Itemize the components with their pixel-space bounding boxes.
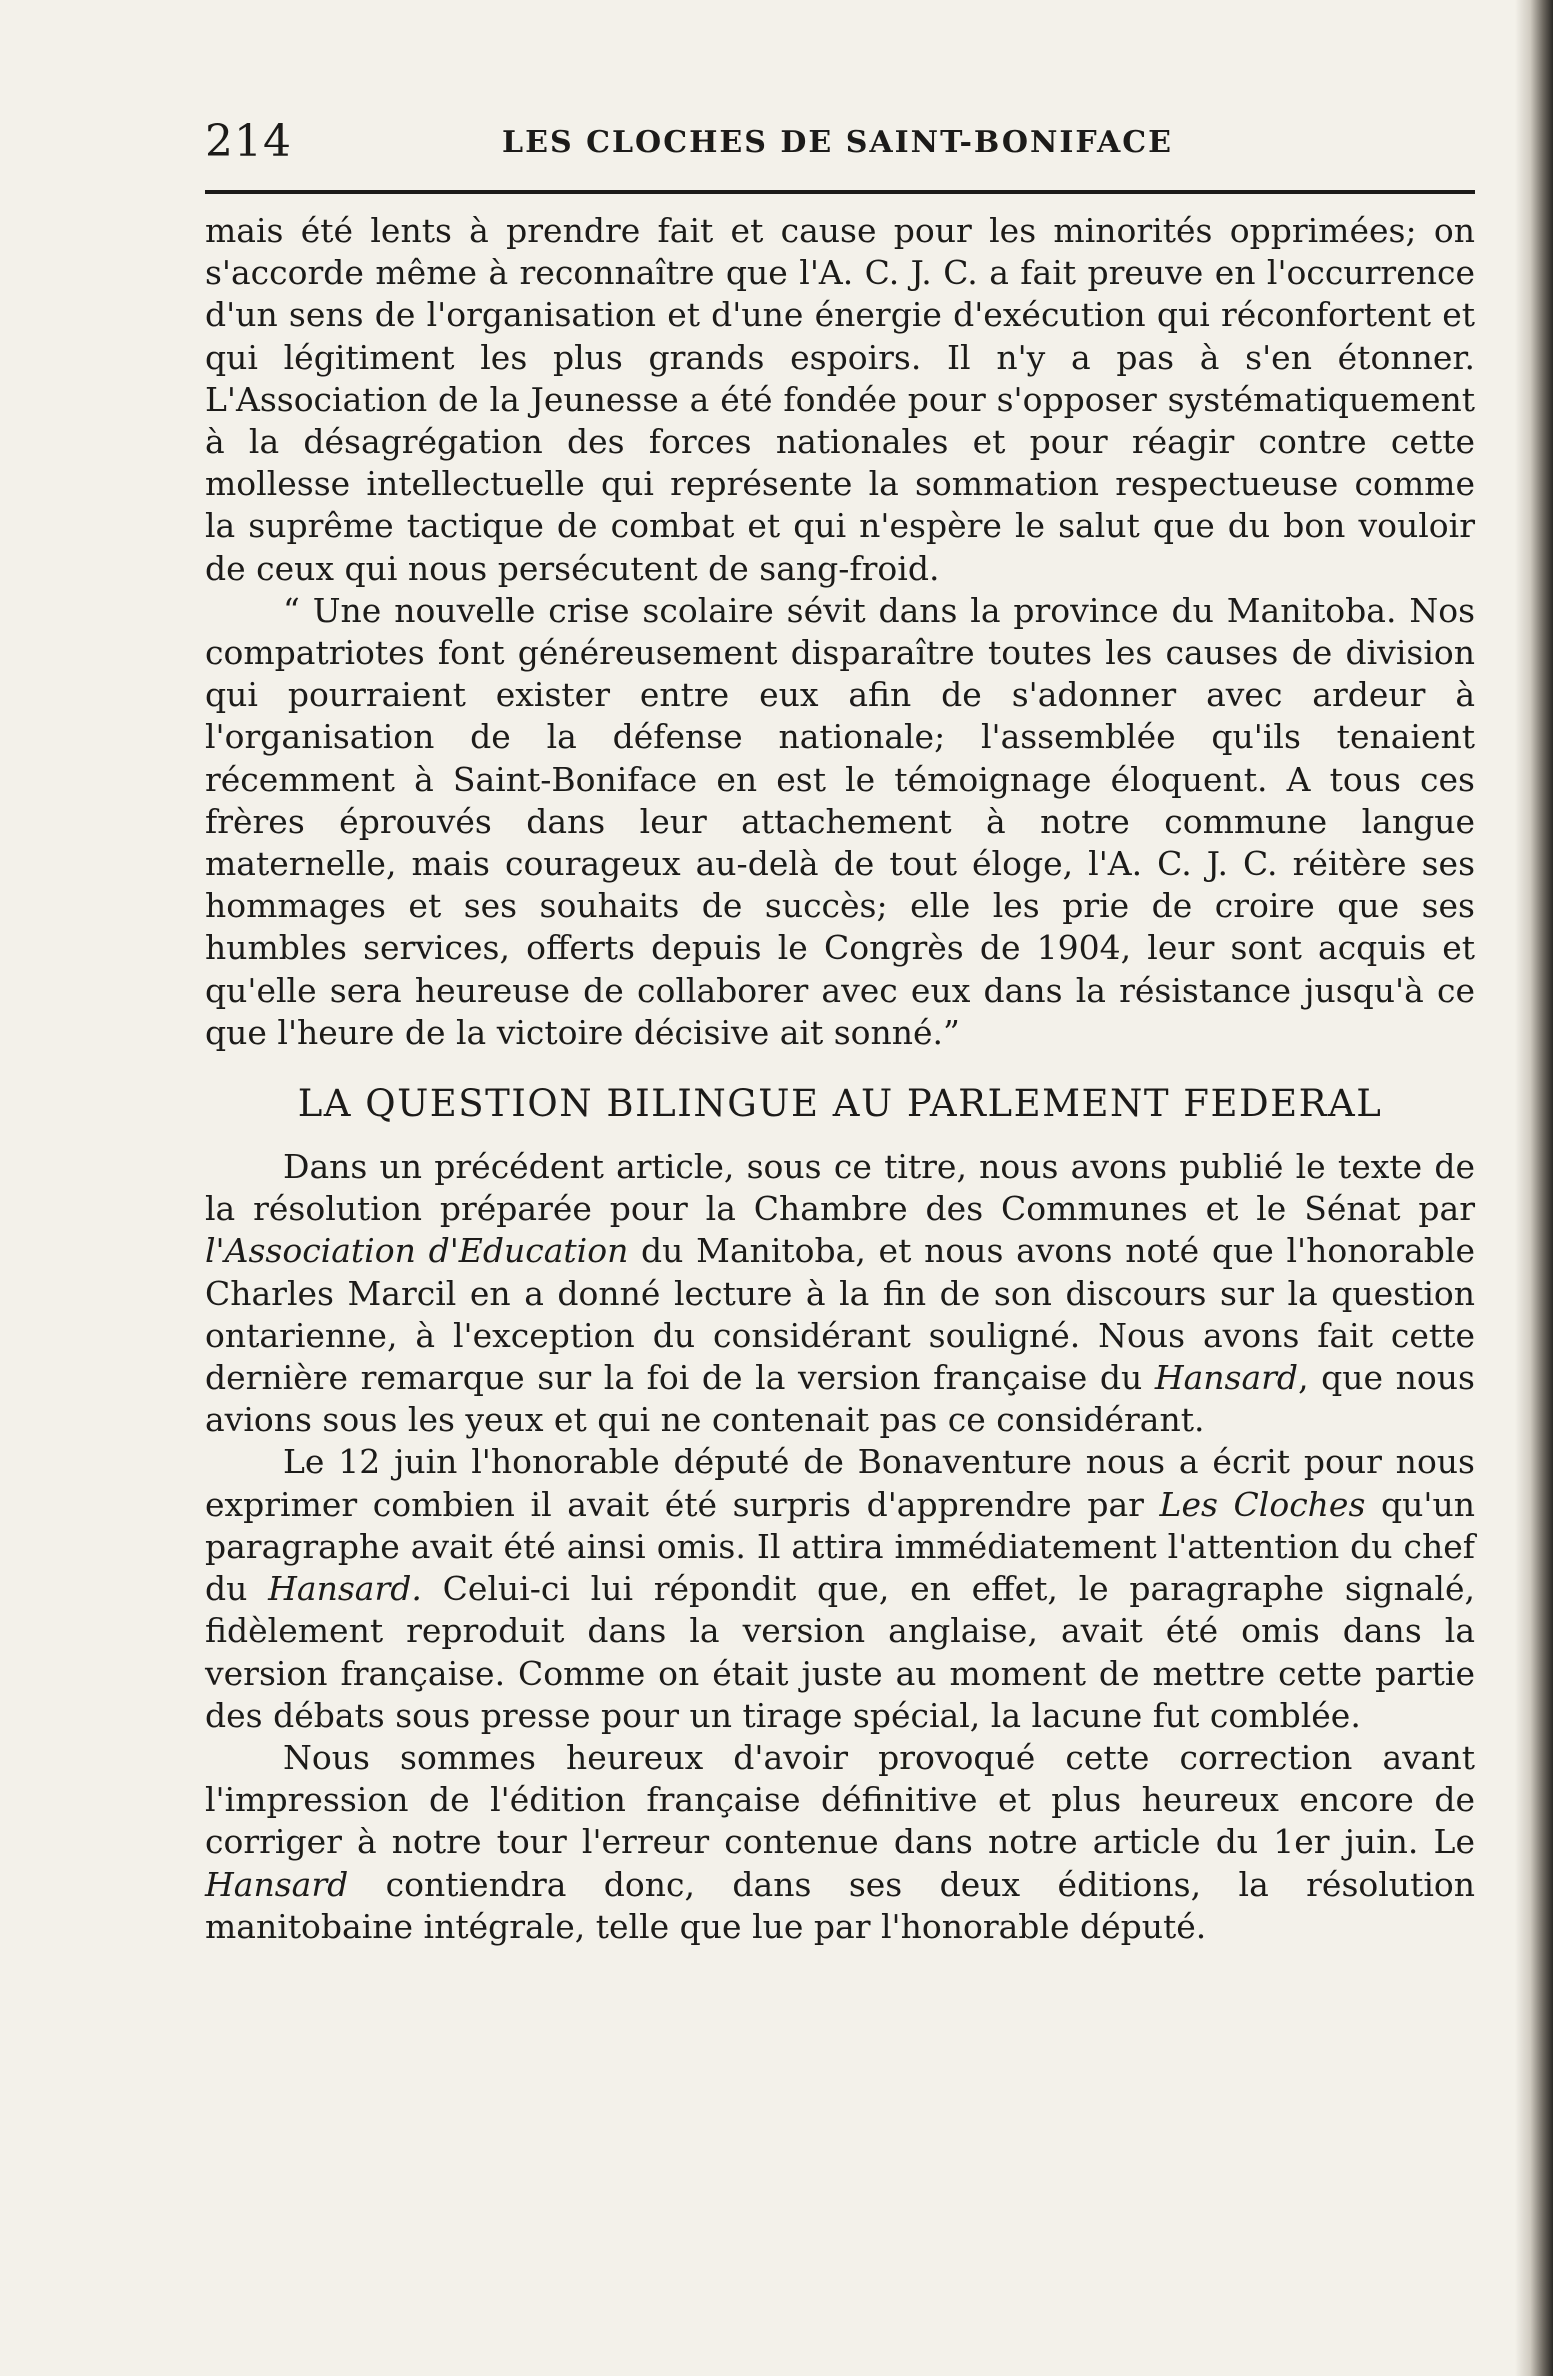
italic-run: l'Association d'Education [205, 1231, 629, 1271]
text-run: qu'un paragraphe avait été ainsi omis. Il attira immédiatement l'attention du chef du [205, 1484, 1475, 1609]
header-rule [205, 190, 1475, 194]
continued-paragraph: mais été lents à prendre fait et cause pour les minorités opprimées; on s'accorde même à reconnaître que l'A. C. J. C. a fait preuve en l'occurrence d'un sens de l'organisation et d'une énergie d'exécution qui réconfortent et qui légitiment les plus grands espoirs. Il n'y a pas à s'en étonner. L'Association de la Jeunesse a été fondée pour s'opposer systématiquement à la désagrégation des forces nationales et pour réagir contre cette mollesse intellectuelle qui représente la sommation respectueuse comme la suprême tactique de combat et qui n'espère le salut que du bon vouloir de ceux qui nous persécutent de sang-froid. [205, 211, 1475, 588]
italic-run: Hansard [1154, 1358, 1299, 1398]
italic-run: Les Cloches [1159, 1484, 1366, 1524]
text-run: , que nous avions sous les yeux et qui ne contenait pas ce considérant. [205, 1358, 1475, 1440]
running-title: LES CLOCHES DE SAINT-BONIFACE [502, 125, 1173, 160]
text-run: contiendra donc, dans ses deux éditions, la résolution manitobaine intégrale, telle que lue par l'honorable député. [205, 1864, 1475, 1946]
page-body [205, 210, 1475, 1948]
page-header [205, 112, 1470, 172]
section-paragraph-2 [205, 1441, 1475, 1736]
text-run: Celui-ci lui répondit que, en effet, le paragraphe signalé, fidèlement reproduit dans la version anglaise, avait été omis dans la version française. Comme on était juste au moment de mettre cette partie des débats sous presse pour un tirage spécial, la lacune fut comblée. [205, 1569, 1475, 1735]
section-paragraph-1 [205, 1146, 1475, 1441]
section-paragraph-3 [205, 1737, 1475, 1948]
italic-run: Hansard. [268, 1569, 422, 1609]
italic-run: Hansard [205, 1864, 349, 1904]
text-run: Dans un précédent article, sous ce titre, nous avons publié le texte de la résolution préparée pour la Chambre des Communes et le Sénat par [205, 1147, 1475, 1229]
section-title: LA QUESTION BILINGUE AU PARLEMENT FEDERAL [297, 1082, 1383, 1126]
text-run: Le 12 juin l'honorable député de Bonaventure nous a écrit pour nous exprimer combien il avait été surpris d'apprendre par [205, 1442, 1475, 1524]
page-gutter-shadow [1515, 0, 1553, 2376]
page-number: 214 [205, 116, 292, 167]
quoted-paragraph: “ Une nouvelle crise scolaire sévit dans la province du Manitoba. Nos compatriotes font généreusement disparaître toutes les causes de division qui pourraient exister entre eux afin de s'adonner avec ardeur à l'organisation de la défense nationale; l'assemblée qu'ils tenaient récemment à Saint-Boniface en est le témoignage éloquent. A tous ces frères éprouvés dans leur attachement à notre commune langue maternelle, mais courageux au-delà de tout éloge, l'A. C. J. C. réitère ses hommages et ses souhaits de succès; elle les prie de croire que ses humbles services, offerts depuis le Congrès de 1904, leur sont acquis et qu'elle sera heureuse de collaborer avec eux dans la résistance jusqu'à ce que l'heure de la victoire décisive ait sonné.” [205, 590, 1475, 1052]
text-run: du Manitoba, et nous avons noté que l'honorable Charles Marcil en a donné lecture à la fin de son discours sur la question ontarienne, à l'exception du considérant souligné. Nous avons fait cette dernière remarque sur la foi de la version française du [205, 1231, 1475, 1398]
text-run: Nous sommes heureux d'avoir provoqué cette correction avant l'impression de l'édition française définitive et plus heureux encore de corriger à notre tour l'erreur contenue dans notre article du 1er juin. Le [205, 1737, 1475, 1862]
